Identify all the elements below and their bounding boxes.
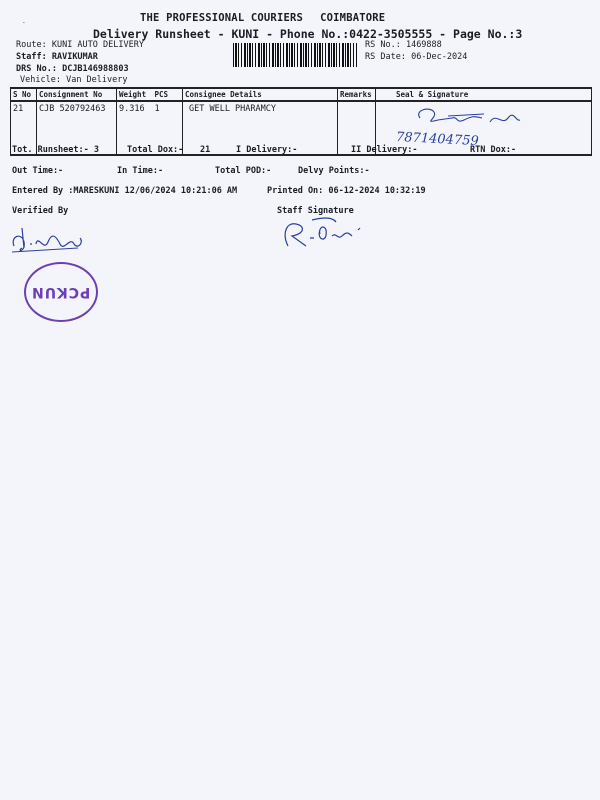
staff-label: Staff: xyxy=(16,52,47,62)
verified-by-label: Verified By xyxy=(12,206,69,216)
in-time: In Time:- xyxy=(117,166,164,176)
total-dox-value: 21 xyxy=(200,145,211,155)
total-pod: Total POD:- xyxy=(215,166,272,176)
entered-by: Entered By :MARESKUNI 12/06/2024 10:21:06 AM xyxy=(12,186,238,196)
drs-label: DRS No.: xyxy=(16,64,57,74)
i-delivery: I Delivery:- xyxy=(236,145,298,155)
vehicle-line xyxy=(20,75,128,86)
staff-signature xyxy=(276,216,386,252)
out-time: Out Time:- xyxy=(12,166,64,176)
rs-date-line xyxy=(365,52,467,63)
stamp-text: PCKUN xyxy=(31,284,91,300)
col-header-remarks: Remarks xyxy=(338,88,376,101)
vehicle-value: Van Delivery xyxy=(66,75,128,85)
ii-delivery: II Delivery:- xyxy=(351,145,418,155)
company-header xyxy=(140,12,385,24)
vehicle-label: Vehicle: xyxy=(20,75,61,85)
printed-on: Printed On: 06-12-2024 10:32:19 xyxy=(267,186,426,196)
staff-value: RAVIKUMAR xyxy=(51,52,98,62)
rs-no-label: RS No.: xyxy=(365,40,401,50)
col-header-consignee: Consignee Details xyxy=(183,88,338,101)
rs-date-label: RS Date: xyxy=(365,52,406,62)
drs-line xyxy=(16,64,129,75)
cell-consignee: GET WELL PHARAMCY xyxy=(183,101,338,155)
total-dox-label: Total Dox:- xyxy=(127,145,184,155)
runsheet-title: Delivery Runsheet - KUNI - Phone No.:0422-3505555 - Page No.:3 xyxy=(93,27,523,41)
route-line xyxy=(16,40,144,51)
table-header-row xyxy=(11,88,592,101)
rs-no-value: 1469888 xyxy=(405,40,442,50)
delvy-points: Delvy Points:- xyxy=(298,166,370,176)
rs-no-line xyxy=(365,40,442,51)
col-header-weight: Weight xyxy=(117,88,153,101)
cell-consignment: CJB 520792463 xyxy=(37,101,117,155)
route-label: Route: xyxy=(16,40,47,50)
rtn-dox: RTN Dox:- xyxy=(470,145,517,155)
col-header-sno: S No xyxy=(11,88,37,101)
scan-mark: - xyxy=(22,19,26,26)
verifier-signature xyxy=(8,222,88,256)
total-runsheet: Tot. Runsheet:- 3 xyxy=(12,145,99,155)
cell-pcs: 1 xyxy=(153,101,183,155)
cell-weight: 9.316 xyxy=(117,101,153,155)
office-stamp xyxy=(24,262,98,322)
col-header-consignment: Consignment No xyxy=(37,88,117,101)
route-value: KUNI AUTO DELIVERY xyxy=(51,40,144,50)
col-header-pcs: PCS xyxy=(153,88,183,101)
col-header-seal: Seal & Signature xyxy=(376,88,592,101)
drs-value: DCJB146988803 xyxy=(62,64,129,74)
receiver-signature xyxy=(412,104,532,132)
rs-date-value: 06-Dec-2024 xyxy=(411,52,468,62)
staff-line xyxy=(16,52,98,63)
company-city: COIMBATORE xyxy=(320,12,386,24)
company-name: THE PROFESSIONAL COURIERS xyxy=(140,12,304,24)
cell-sno: 21 xyxy=(11,101,37,155)
barcode xyxy=(233,43,357,67)
handwritten-phone: 7871404759 xyxy=(395,129,480,150)
staff-signature-label: Staff Signature xyxy=(277,206,354,216)
